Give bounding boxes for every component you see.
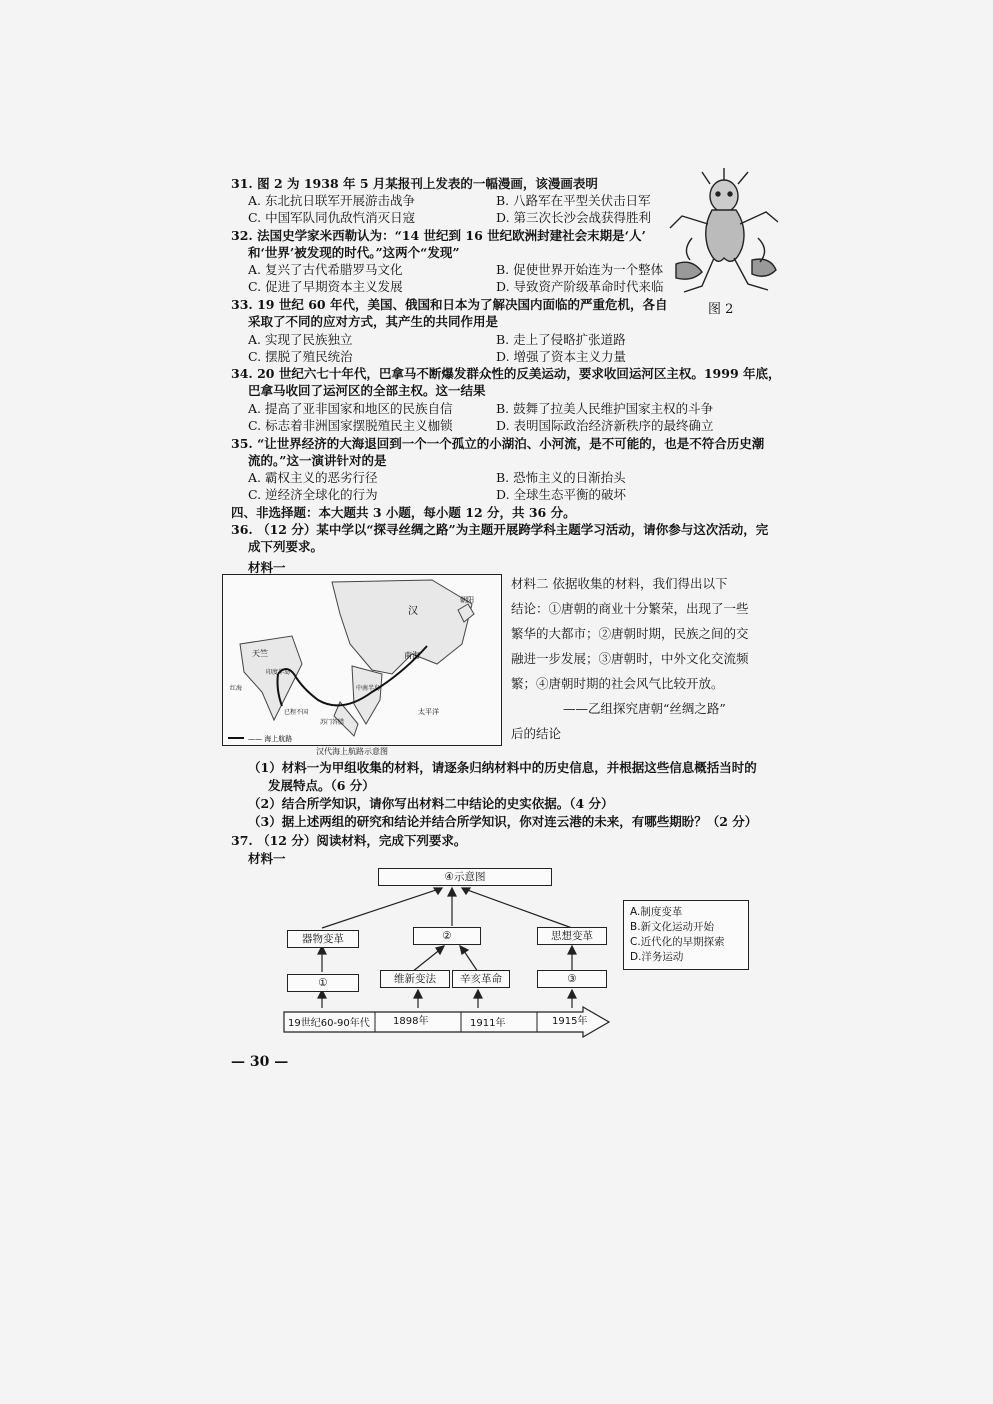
material2-source2: 后的结论 [511,726,562,741]
map-label-zhongnan: 中南半岛 [356,685,381,692]
material2-line5: 繁；④唐朝时期的社会风气比较开放。 [511,676,724,691]
q34-stem-line2: 巴拿马收回了运河区的全部主权。这一结果 [248,383,486,398]
material2-line2: 结论：①唐朝的商业十分繁荣，出现了一些 [511,601,749,616]
map-label-yindu: 印度半岛 [266,669,291,676]
q36-stem-line2: 成下列要求。 [248,539,324,554]
q34-stem-line1: 34. 20 世纪六七十年代，巴拿马不断爆发群众性的反美运动，要求收回运河区主权。1999 年底， [231,366,781,381]
timeline-1860s: 19世纪60-90年代 [288,1018,370,1029]
section4-heading: 四、非选择题：本大题共 3 小题，每小题 12 分，共 36 分。 [231,505,576,520]
diagram-box-2: ② [413,927,481,945]
legend-option-b: B.新文化运动开始 [630,921,715,933]
q37-stem: 37. （12 分）阅读材料，完成下列要求。 [231,833,467,848]
diagram-top-box: ④示意图 [378,868,552,886]
q37-material1-label: 材料一 [248,851,286,866]
figure2-label: 图 2 [708,302,734,317]
diagram-options-legend [623,900,749,970]
timeline-1898: 1898年 [393,1016,429,1027]
q31-option-c: C. 中国军队同仇敌忾消灭日寇 [248,210,416,225]
material2-line4: 融进一步发展；③唐朝时，中外文化交流频 [511,651,749,666]
timeline-1911: 1911年 [470,1018,506,1029]
q36-part2: （2）结合所学知识，请你写出材料二中结论的史实依据。（4 分） [248,796,614,811]
diagram-box-xinhai: 辛亥革命 [452,970,510,988]
q36-part1-line1: （1）材料一为甲组收集的材料，请逐条归纳材料中的历史信息，并根据这些信息概括当时的 [248,760,757,775]
q35-option-b: B. 恐怖主义的日渐抬头 [496,470,626,485]
q34-option-d: D. 表明国际政治经济新秩序的最终确立 [496,418,714,433]
material2-source1: ——乙组探究唐朝“丝绸之路” [563,701,726,716]
map-label-tianzhu: 天竺 [252,649,268,658]
q33-stem-line1: 33. 19 世纪 60 年代，美国、俄国和日本为了解决国内面临的严重危机，各自 [231,297,668,312]
q34-option-c: C. 标志着非洲国家摆脱殖民主义枷锁 [248,418,453,433]
q33-option-c: C. 摆脱了殖民统治 [248,349,353,364]
map-legend: —— 海上航路 [248,735,293,743]
timeline-1915: 1915年 [552,1016,588,1027]
material2-line3: 繁华的大都市；②唐朝时期，民族之间的交 [511,626,749,641]
diagram-box-3: ③ [537,970,607,988]
q36-stem-line1: 36. （12 分）某中学以“探寻丝绸之路”为主题开展跨学科主题学习活动，请你参与这次活动，完 [231,522,769,537]
q32-option-c: C. 促进了早期资本主义发展 [248,279,403,294]
map-label-taiping: 太平洋 [418,708,439,716]
q36-material1-label: 材料一 [248,560,286,575]
q35-stem-line1: 35. “让世界经济的大海退回到一个一个孤立的小湖泊、小河流，是不可能的，也是不符合历史潮 [231,436,765,451]
q32-stem-line1: 32. 法国史学家米西勒认为：“14 世纪到 16 世纪欧洲封建社会末期是‘人’ [231,228,646,243]
q33-option-a: A. 实现了民族独立 [248,332,353,347]
map-label-chaoyang: 朝阳 [460,596,474,604]
q33-option-d: D. 增强了资本主义力量 [496,349,627,364]
map-label-hongshi: 红海 [230,685,243,692]
q32-stem-line2: 和‘世界’被发现的时代。”这两个“发现” [248,245,460,260]
figure2-cartoon [662,168,786,318]
q33-option-b: B. 走上了侵略扩张道路 [496,332,626,347]
q35-stem-line2: 流的。”这一演讲针对的是 [248,453,387,468]
diagram-box-qiwu: 器物变革 [287,930,359,948]
map-label-sumen: 苏门答腊 [320,719,345,726]
q31-option-d: D. 第三次长沙会战获得胜利 [496,210,652,225]
q35-option-d: D. 全球生态平衡的破坏 [496,487,627,502]
map-label-han: 汉 [408,606,418,617]
q34-option-a: A. 提高了亚非国家和地区的民族自信 [248,401,453,416]
material2-line1: 材料二 依据收集的材料，我们得出以下 [511,576,728,591]
q33-stem-line2: 采取了不同的应对方式，其产生的共同作用是 [248,314,499,329]
q32-option-b: B. 促使世界开始连为一个整体 [496,262,664,277]
map-label-nanhai: 南海 [404,651,420,660]
q31-option-b: B. 八路军在平型关伏击日军 [496,193,651,208]
q35-option-c: C. 逆经济全球化的行为 [248,487,378,502]
diagram-box-1: ① [287,974,359,992]
legend-option-d: D.洋务运动 [630,951,684,963]
q31-option-a: A. 东北抗日联军开展游击战争 [248,193,415,208]
q36-part3: （3）据上述两组的研究和结论并结合所学知识，你对连云港的未来，有哪些期盼？（2 分） [248,814,758,829]
page-number: — 30 — [231,1054,289,1070]
legend-option-c: C.近代化的早期探索 [630,936,725,948]
diagram-box-sixiang: 思想变革 [537,927,607,945]
map-caption: 汉代海上航路示意图 [316,747,388,756]
map-label-jiezhi: 已程不国 [284,709,309,716]
han-sea-route-map [222,574,502,746]
legend-option-a: A.制度变革 [630,906,683,918]
q32-option-a: A. 复兴了古代希腊罗马文化 [248,262,403,277]
q32-option-d: D. 导致资产阶级革命时代来临 [496,279,664,294]
q36-part1-line2: 发展特点。（6 分） [268,778,375,793]
q34-option-b: B. 鼓舞了拉美人民维护国家主权的斗争 [496,401,714,416]
q35-option-a: A. 霸权主义的恶劣行径 [248,470,378,485]
diagram-box-weixin: 维新变法 [380,970,450,988]
q31-stem: 31. 图 2 为 1938 年 5 月某报刊上发表的一幅漫画，该漫画表明 [231,176,598,191]
